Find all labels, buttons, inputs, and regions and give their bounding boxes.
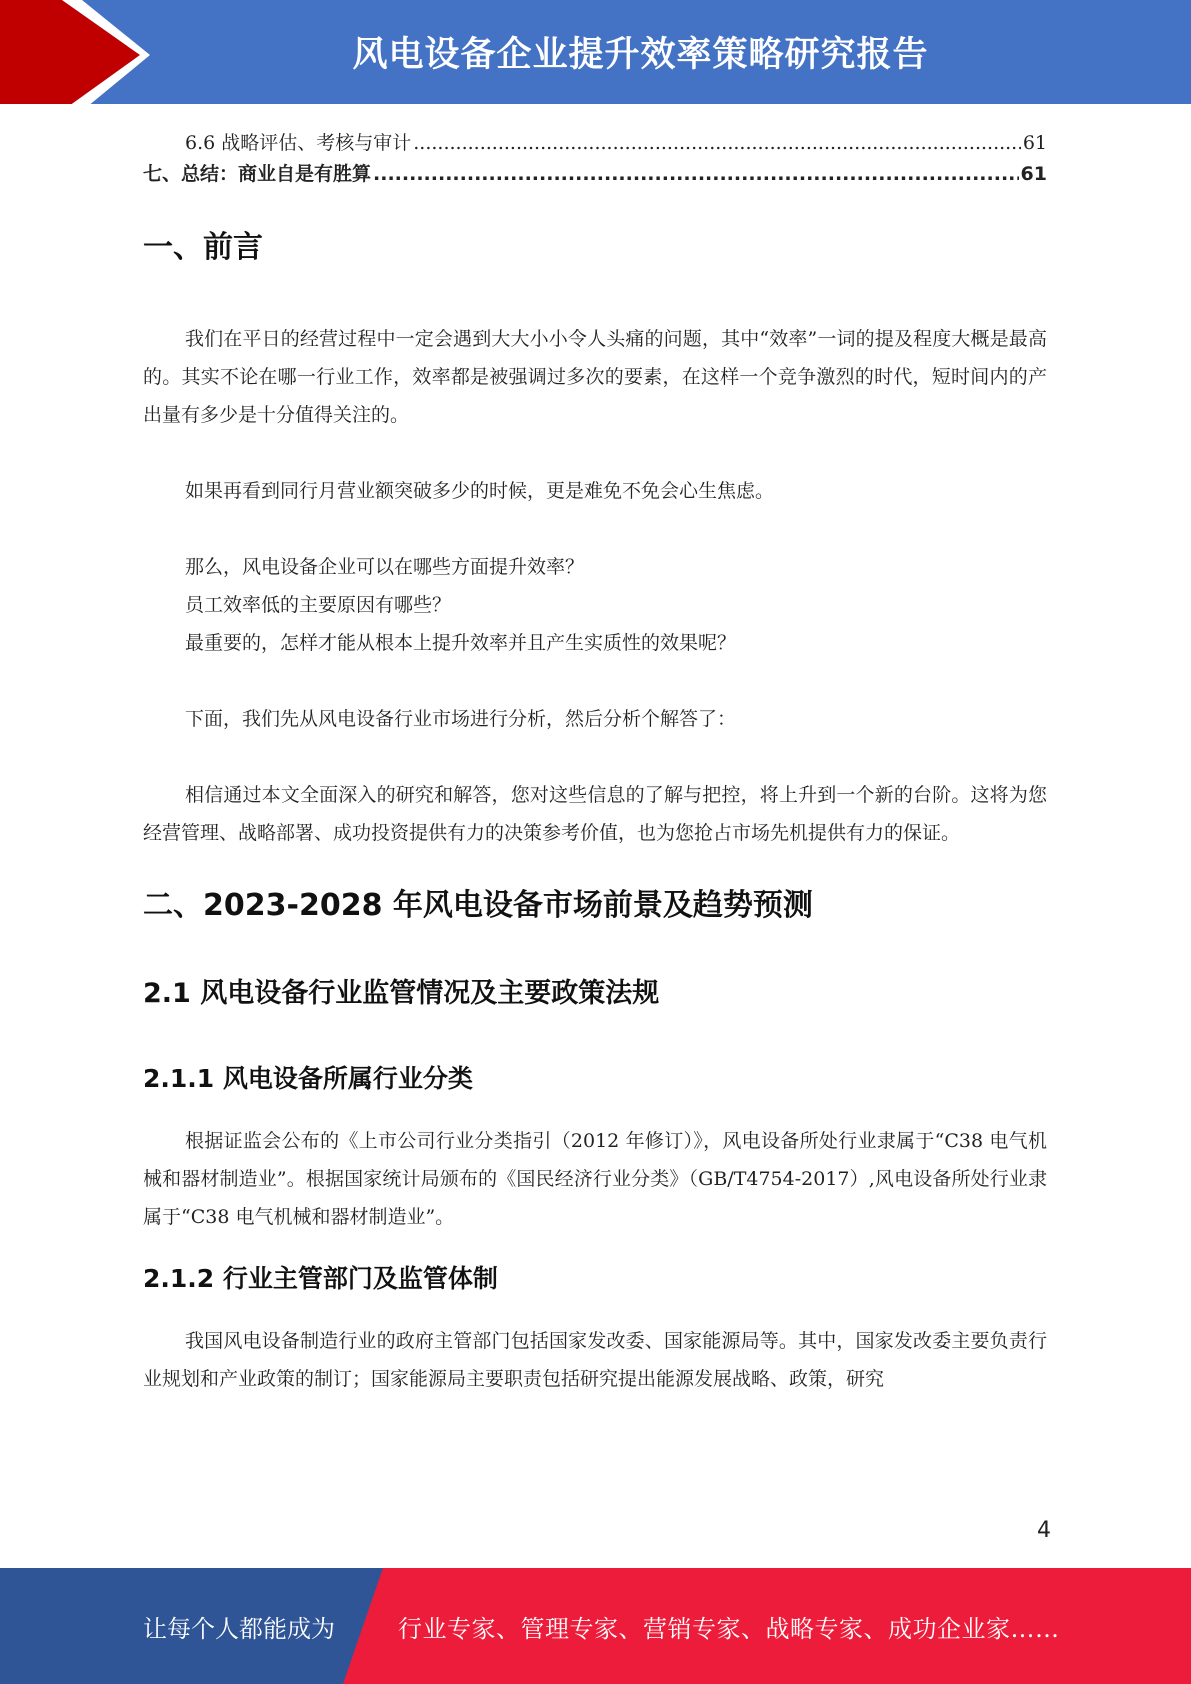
toc-entry[interactable] xyxy=(143,128,1047,159)
paragraph: 下面，我们先从风电设备行业市场进行分析，然后分析个解答了： xyxy=(185,708,737,730)
question-line: 最重要的，怎样才能从根本上提升效率并且产生实质性的效果呢？ xyxy=(185,632,737,654)
report-title: 风电设备企业提升效率策略研究报告 xyxy=(352,35,929,75)
page-header xyxy=(0,0,1191,111)
toc-leader-dots xyxy=(373,159,1019,190)
question-line: 那么，风电设备企业可以在哪些方面提升效率？ xyxy=(185,556,585,578)
paragraph: 我们在平日的经营过程中一定会遇到大大小小令人头痛的问题，其中“效率”一词的提及程度大概是最高的。其实不论在哪一行业工作，效率都是被强调过多次的要素，在这样一个竞争激烈的时代，短时间内的产出量有多少是十分值得关注的。 xyxy=(143,328,1047,426)
page-footer xyxy=(0,1568,1191,1684)
page-content xyxy=(143,128,1047,1398)
toc-entry-page: 61 xyxy=(1020,163,1047,185)
section-heading-2: 二、2023-2028 年风电设备市场前景及趋势预测 xyxy=(143,888,813,923)
subsection-heading-2-1: 2.1 风电设备行业监管情况及主要政策法规 xyxy=(143,978,660,1009)
paragraph: 如果再看到同行月营业额突破多少的时候，更是难免不免会心生焦虑。 xyxy=(185,480,775,502)
paragraph: 根据证监会公布的《上市公司行业分类指引（2012 年修订）》，风电设备所处行业隶属于“C38 电气机械和器材制造业”。根据国家统计局颁布的《国民经济行业分类》（GB/T4754-2017）,风电设备所处行业隶属于“C38 电气机械和器材制造业”。 xyxy=(143,1130,1047,1228)
toc-entry-label: 6.6 战略评估、考核与审计 xyxy=(185,132,412,154)
question-line: 员工效率低的主要原因有哪些？ xyxy=(185,594,452,616)
footer-slogan-right: 行业专家、管理专家、营销专家、战略专家、成功企业家…… xyxy=(398,1614,1060,1643)
toc-entry-page: 61 xyxy=(1022,132,1047,154)
paragraph: 相信通过本文全面深入的研究和解答，您对这些信息的了解与把控，将上升到一个新的台阶。这将为您经营管理、战略部署、成功投资提供有力的决策参考价值，也为您抢占市场先机提供有力的保证。 xyxy=(143,784,1047,844)
subsection-heading-2-1-2: 2.1.2 行业主管部门及监管体制 xyxy=(143,1264,498,1293)
section-heading-1: 一、前言 xyxy=(143,230,263,265)
page-number: 4 xyxy=(1037,1518,1051,1543)
toc-leader-dots xyxy=(413,128,1021,159)
toc-entry[interactable] xyxy=(143,159,1047,190)
footer-slogan-left: 让每个人都能成为 xyxy=(143,1614,335,1643)
toc-entry-label: 七、总结：商业自是有胜算 xyxy=(143,163,372,185)
paragraph: 我国风电设备制造行业的政府主管部门包括国家发改委、国家能源局等。其中，国家发改委主要负责行业规划和产业政策的制订；国家能源局主要职责包括研究提出能源发展战略、政策，研究 xyxy=(143,1330,1047,1390)
subsection-heading-2-1-1: 2.1.1 风电设备所属行业分类 xyxy=(143,1064,473,1093)
